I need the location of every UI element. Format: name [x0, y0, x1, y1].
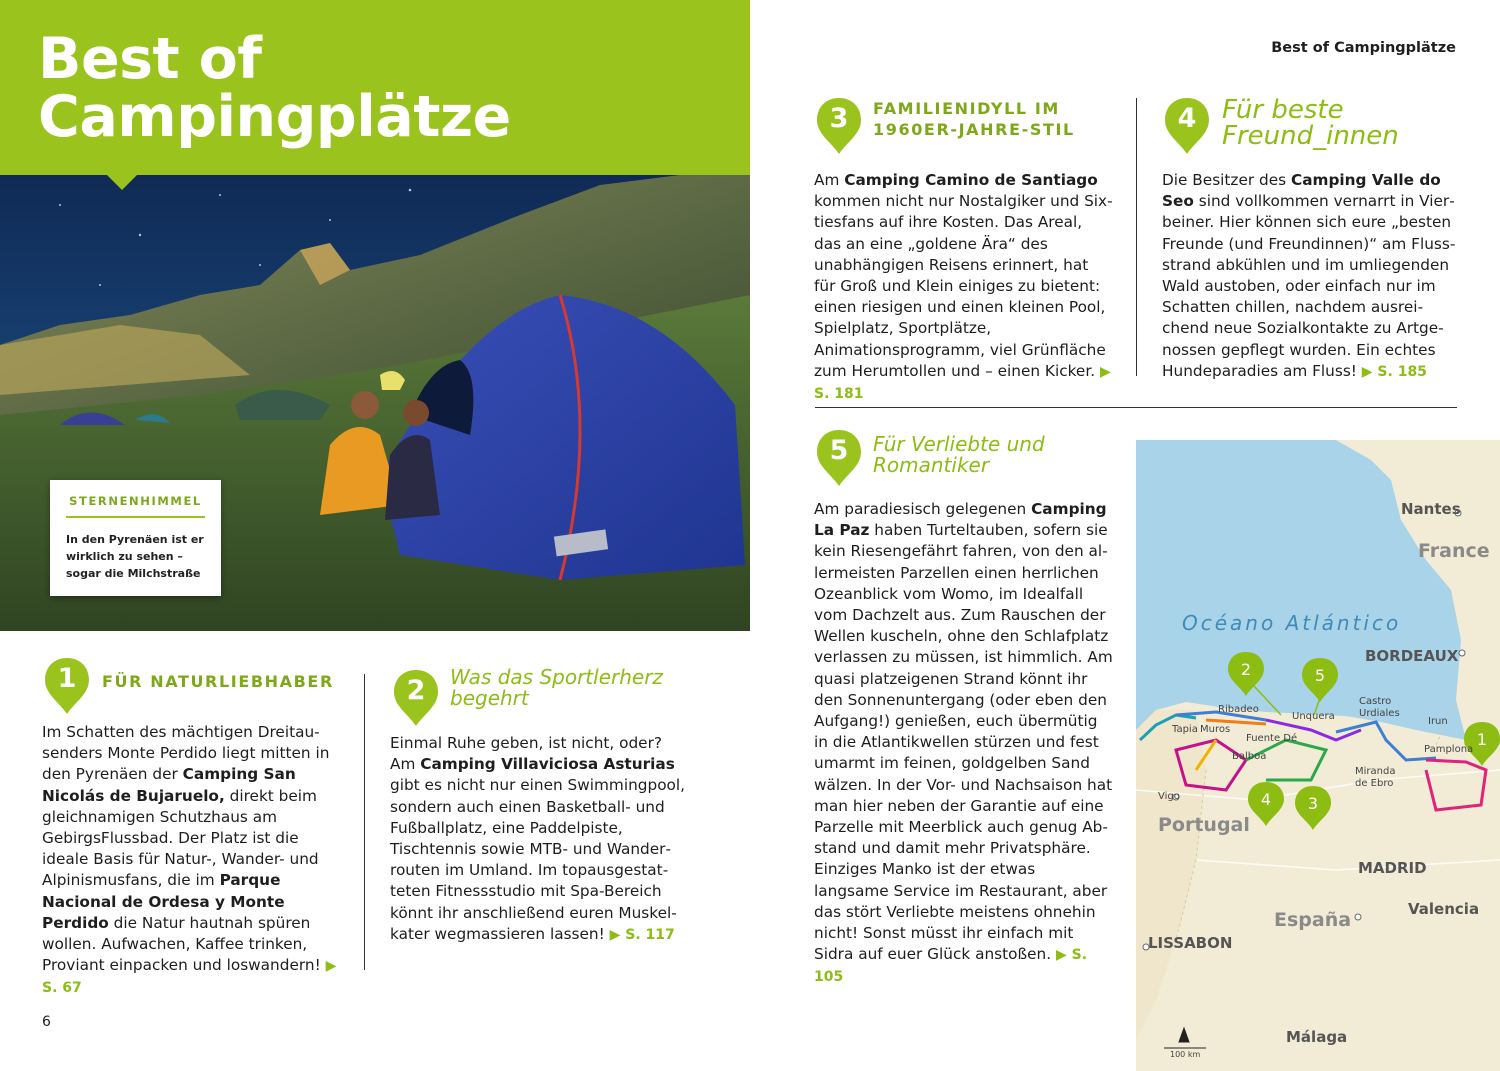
map-label-unquera: Unquera: [1292, 711, 1335, 722]
page-reference: ▶ S. 181: [814, 363, 1111, 403]
heading-line-2: begehrt: [450, 686, 529, 710]
caption-title: STERNENHIMMEL: [66, 494, 205, 518]
entry4-heading: [1222, 97, 1399, 149]
map-label-tapia: Tapia: [1172, 724, 1198, 735]
section-divider: [815, 407, 1457, 408]
map-label-vigo: Vigo: [1158, 791, 1180, 802]
pin-marker-4: [1163, 96, 1211, 156]
pin-marker-1: [43, 656, 91, 716]
heading-line-1: FAMILIENIDYLL IM: [873, 99, 1060, 118]
entry3-text: [814, 170, 1114, 405]
bold-run: Camping Camino de Santiago: [844, 171, 1098, 189]
entry2-text: [390, 733, 688, 946]
map-label-muros: Muros: [1200, 724, 1231, 735]
heading-line-1: Was das Sportlerherz: [450, 665, 663, 689]
entry1-text: [42, 722, 338, 1000]
map-marker-4: 4: [1260, 790, 1272, 809]
bold-run: Camping La Paz: [814, 500, 1107, 540]
map-label-balboa: Balboa: [1232, 751, 1267, 762]
pin-number: 1: [57, 663, 77, 694]
heading-line-2: 1960ER-JAHRE-STIL: [873, 120, 1075, 139]
page-reference: ▶ S. 67: [42, 958, 337, 997]
map-label-irun: Irun: [1428, 716, 1448, 727]
map-label-portugal: Portugal: [1158, 814, 1250, 836]
entry2-heading: [450, 667, 663, 709]
bold-run: Camping Villaviciosa Asturias: [420, 755, 675, 774]
pin-number: 2: [406, 675, 426, 706]
title-band: [0, 0, 750, 175]
map-marker-3: 3: [1307, 794, 1319, 813]
pin-marker-3: [815, 96, 863, 156]
page-title: [38, 26, 511, 150]
text-run: Am paradiesisch gelegenen: [814, 500, 1032, 518]
text-run: haben Turteltauben, sofern sie kein Riesengefährt fahren, von den allermeisten Parzellen einen herrlichen Ozeanblick vom Womo, im Idealfall vom Dachzelt aus. Zum Rauschen der Wellen kuscheln, ohne den Schlafplatz verlassen zu müssen, ist himmlich. Am quasi platzeigenen Strand könnt ihr den Sonnenuntergang (oder eben den Aufgang!) genießen, euch übermütig in die Atlantikwellen stürzen und fest umarmt im feinen, goldgelben Sand wälzen. In der Vor- und Nachsaison hat man hier neben der Garantie auf eine Parzelle mit Meerblick auch genug Abstand und damit mehr Privatsphäre. Einziges Manko ist der etwas langsame Service im Restaurant, aber das stört Verliebte meistens ohnehin nicht! Sonst müsst ihr einfach mit Sidra auf euer Glück anstoßen.: [814, 521, 1113, 964]
pin-number: 3: [829, 103, 849, 134]
entry1-heading: FÜR NATURLIEBHABER: [102, 672, 334, 691]
page-reference: ▶ S. 105: [814, 947, 1088, 986]
map-label-malaga: Málaga: [1286, 1028, 1348, 1046]
map-label-nantes: Nantes: [1401, 500, 1461, 518]
photo-caption: [50, 480, 221, 596]
text-run: die Natur hautnah spüren wollen. Aufwachen, Kaffee trinken, Proviant einpacken und loswandern!: [42, 913, 326, 975]
text-run: Die Besitzer des: [1162, 171, 1291, 189]
title-notch: [106, 174, 138, 190]
map-scale: 100 km: [1170, 1050, 1201, 1059]
entry4-text: [1162, 170, 1460, 383]
entry5-heading: [873, 434, 1045, 476]
page-number: 6: [42, 1014, 51, 1030]
text-run: gibt es nicht nur einen Swimmingpool, sondern auch einen Basketball- und Fußballplatz, eine Paddelpiste, Tischtennis sowie MTB- und Wanderrouten im Umland. Im topausgestatteten Fitnessstudio mit Spa-Bereich könnt ihr anschließend euren Muskelkater wegmassieren lassen!: [390, 776, 686, 943]
map-label-valencia: Valencia: [1408, 900, 1480, 918]
caption-text: In den Pyrenäen ist er wirklich zu sehen – sogar die Milchstraße: [66, 533, 204, 580]
map-marker-1: 1: [1476, 730, 1488, 749]
entry3-heading: [873, 98, 1075, 140]
map-marker-2: 2: [1240, 660, 1252, 679]
text-run: sind vollkommen vernarrt in Vierbeiner. Hier können sich eure „besten Freunde (und Freundinnen)“ am Flussstrand abkühlen und im umliegenden Wald austoben, oder einfach nur im Schatten chillen, nachdem ausreichend neue Sozialkontakte zu Artgenossen gepflegt wurden. Ein echtes Hundeparadies am Fluss!: [1162, 192, 1456, 380]
pin-marker-5: [815, 428, 863, 488]
heading-line-1: Für beste: [1222, 95, 1344, 125]
text-run: kommen nicht nur Nostalgiker und Sixtiesfans auf ihre Kosten. Das Areal, das an eine „goldene Ära“ des unabhängigen Reisens erinnert, hat für Groß und Klein einiges zu bietent: einen riesigen und einen kleinen Pool, Spielplatz, Sportplätze, Animationsprogramm, viel Grünfläche zum Herumtollen und – einen Kicker.: [814, 192, 1113, 380]
bold-run: Camping San Nicolás de Bujaruelo,: [42, 765, 296, 805]
pin-number: 5: [829, 435, 849, 466]
bold-run: Camping Valle do Seo: [1162, 171, 1441, 211]
title-line-1: Best of: [38, 26, 262, 92]
title-line-2: Campingplätze: [38, 84, 511, 150]
pin-number: 4: [1177, 103, 1197, 134]
running-head: Best of Campingplätze: [1271, 40, 1456, 56]
text-run: Am: [814, 171, 845, 189]
heading-line-2: Romantiker: [873, 453, 990, 477]
map-label-espana: España: [1274, 909, 1352, 931]
text-run: Einmal Ruhe geben, ist nicht, oder? Am: [390, 734, 663, 774]
map-marker-5: 5: [1314, 666, 1326, 685]
map-label-france: France: [1418, 540, 1490, 562]
page-reference: ▶ S. 117: [609, 926, 675, 943]
entry5-text: [814, 499, 1114, 989]
pin-marker-2: [392, 668, 440, 728]
text-run: Im Schatten des mächtigen Dreitausenders Monte Perdido liegt mitten in den Pyrenäen der: [42, 723, 330, 784]
map-label-fuente-de: Fuente Dé: [1246, 733, 1298, 744]
column-divider: [1136, 98, 1137, 376]
map-label-miranda: Miranda de Ebro: [1355, 766, 1396, 789]
map-label-madrid: MADRID: [1358, 859, 1427, 877]
text-run: direkt beim gleichnamigen Schutzhaus am GebirgsFlussbad. Der Platz ist die ideale Basis für Natur-, Wander- und Alpinismusfans, die im: [42, 786, 319, 890]
map-label-ocean: Océano Atlántico: [1182, 611, 1402, 635]
heading-line-1: Für Verliebte und: [873, 432, 1045, 456]
page-reference: ▶ S. 185: [1361, 363, 1427, 380]
map-label-ribadeo: Ribadeo: [1218, 704, 1259, 715]
map-label-castro: Castro Urdiales: [1359, 696, 1400, 719]
map-label-lissabon: LISSABON: [1148, 934, 1233, 952]
bold-run: Parque Nacional de Ordesa y Monte Perdido: [42, 871, 285, 932]
route-map: [1136, 440, 1500, 1071]
heading-line-2: Freund_innen: [1222, 121, 1399, 151]
map-label-pamplona: Pamplona: [1424, 744, 1474, 755]
column-divider: [364, 674, 365, 970]
map-label-bordeaux: BORDEAUX: [1365, 647, 1459, 665]
